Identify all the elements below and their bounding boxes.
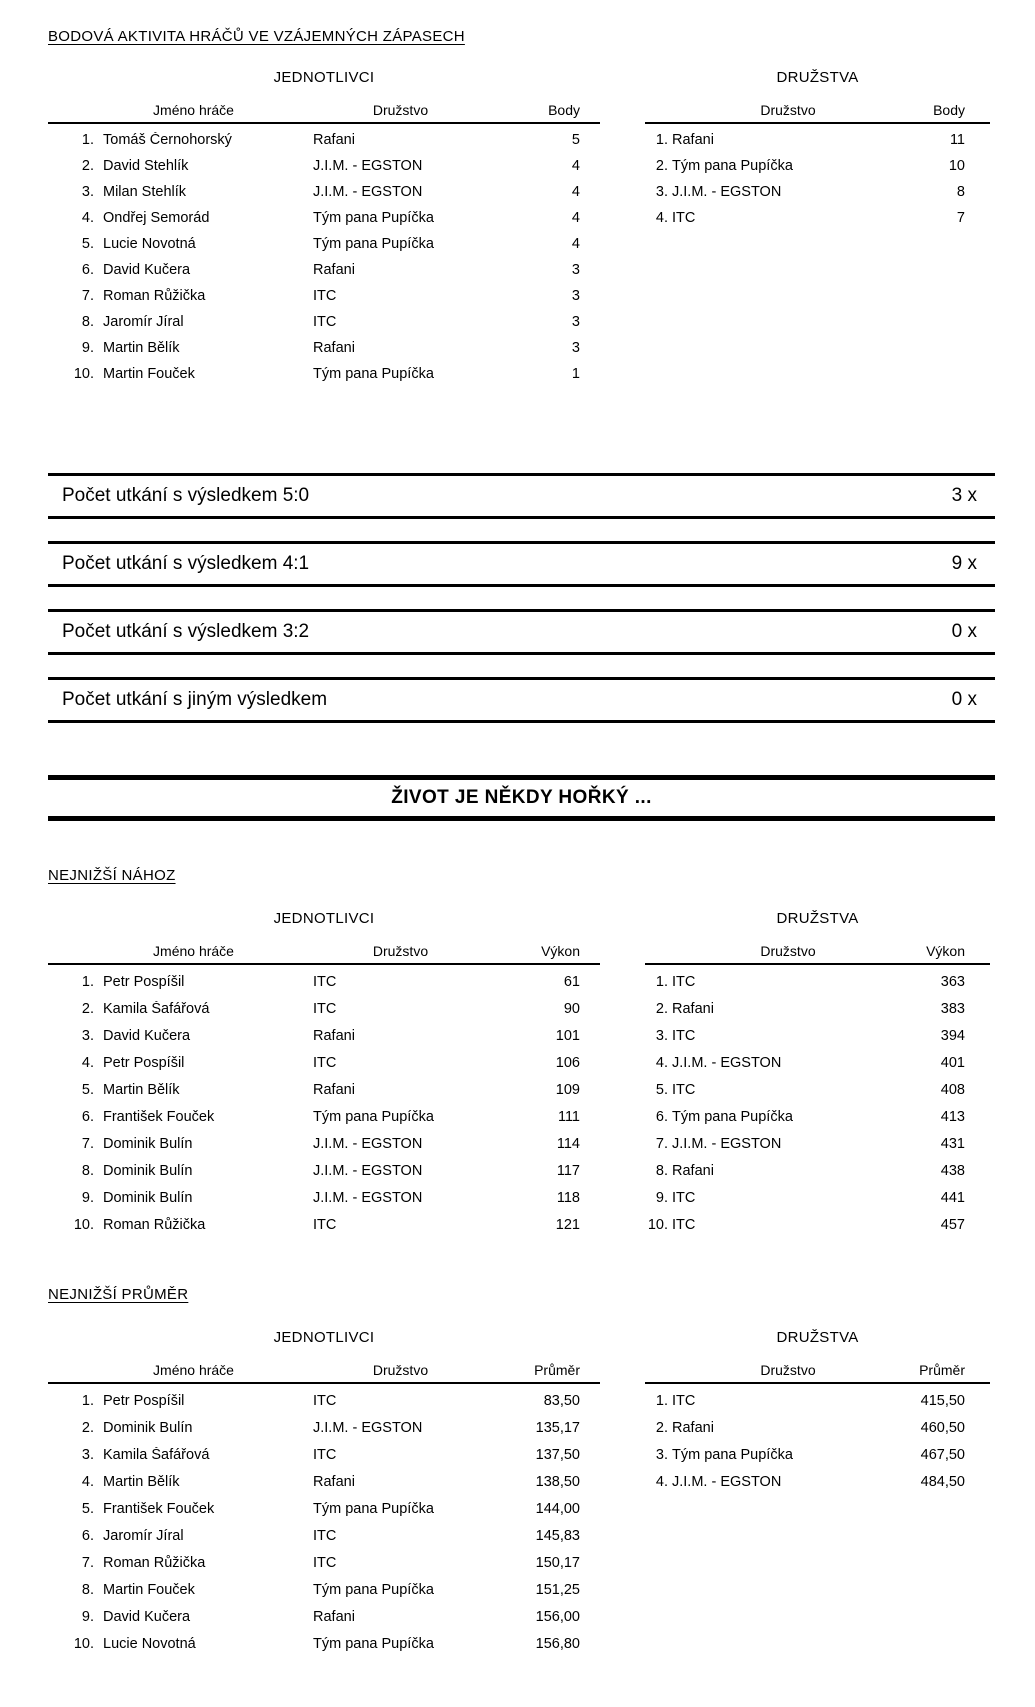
cell-team: J.I.M. - EGSTON [672, 1054, 782, 1071]
cell-name: David Stehlík [103, 158, 189, 174]
table-row [48, 968, 600, 995]
table-row [48, 1103, 600, 1130]
column-header-team: Družstvo [760, 1362, 816, 1378]
cell-rank: 5. [81, 1500, 94, 1517]
cell-rank: 7. [655, 1135, 668, 1152]
cell-name: Jaromír Jíral [103, 1527, 184, 1544]
cell-name: František Fouček [103, 1108, 215, 1125]
result-count-value: 0 x [951, 621, 977, 642]
cell-value: 138,50 [535, 1473, 580, 1490]
table-row [48, 1522, 600, 1549]
table-row [48, 1441, 600, 1468]
table-row [48, 1130, 600, 1157]
cell-value: 144,00 [535, 1500, 580, 1517]
points-individuals-table [48, 124, 600, 387]
cell-value: 121 [555, 1216, 580, 1233]
cell-value: 8 [956, 184, 965, 200]
table-row [48, 127, 600, 153]
lowest-throw-teams-table [645, 965, 990, 1238]
cell-rank: 7. [81, 1135, 94, 1152]
column-header-team: Družstvo [372, 1362, 429, 1378]
cell-name: Lucie Novotná [103, 236, 196, 252]
table-row [48, 1603, 600, 1630]
column-header-player-name: Jméno hráče [153, 102, 234, 118]
result-count-value: 9 x [951, 553, 977, 574]
cell-rank: 10. [73, 1635, 94, 1652]
table-row [48, 1157, 600, 1184]
cell-value: 415,50 [920, 1392, 965, 1409]
cell-value: 135,17 [535, 1419, 580, 1436]
lowest-average-teams-table [645, 1384, 990, 1495]
table-row [645, 1184, 990, 1211]
lowest-throw-individuals-column [48, 910, 600, 1238]
result-count-label: Počet utkání s výsledkem 5:0 [62, 485, 310, 506]
table-header-row [645, 102, 990, 124]
table-header-row [645, 943, 990, 965]
table-row [48, 361, 600, 387]
cell-team: J.I.M. - EGSTON [313, 1162, 423, 1179]
column-header-points: Body [548, 102, 580, 118]
table-row [645, 179, 990, 205]
cell-team: ITC [672, 1189, 696, 1206]
table-row [48, 1184, 600, 1211]
cell-team: ITC [313, 1392, 337, 1409]
lowest-throw-teams-column [645, 910, 990, 1238]
cell-name: David Kučera [103, 1027, 191, 1044]
cell-team: ITC [313, 1216, 337, 1233]
cell-rank: 1. [655, 1392, 668, 1409]
cell-team: Tým pana Pupíčka [672, 1108, 793, 1125]
cell-name: David Kučera [103, 1608, 191, 1625]
cell-value: 90 [563, 1000, 580, 1017]
table-row [645, 1022, 990, 1049]
column-header-team: Družstvo [372, 943, 429, 959]
table-row [645, 153, 990, 179]
cell-rank: 3. [655, 1446, 668, 1463]
lowest-average-heading: NEJNIŽŠÍ PRŮMĚR [48, 1286, 189, 1303]
cell-rank: 9. [81, 1189, 94, 1206]
cell-value: 4 [571, 158, 580, 174]
result-count-row-5-0 [48, 473, 995, 519]
teams-subtitle: DRUŽSTVA [776, 69, 859, 86]
cell-rank: 3. [81, 184, 94, 200]
cell-rank: 2. [655, 1419, 668, 1436]
column-header-performance: Výkon [926, 943, 965, 959]
cell-value: 151,25 [535, 1581, 580, 1598]
cell-value: 383 [940, 1000, 965, 1017]
cell-team: ITC [672, 1081, 696, 1098]
cell-team: ITC [313, 288, 337, 304]
cell-rank: 4. [81, 1473, 94, 1490]
cell-value: 394 [940, 1027, 965, 1044]
cell-value: 408 [940, 1081, 965, 1098]
section-banner [48, 775, 995, 821]
cell-value: 106 [555, 1054, 580, 1071]
table-header-row [48, 943, 600, 965]
cell-value: 83,50 [543, 1392, 580, 1409]
table-row [48, 283, 600, 309]
table-row [645, 1468, 990, 1495]
cell-team: Rafani [672, 1000, 714, 1017]
cell-rank: 1. [81, 973, 94, 990]
cell-rank: 7. [81, 288, 94, 304]
cell-value: 4 [571, 210, 580, 226]
cell-team: ITC [672, 973, 696, 990]
table-row [645, 1049, 990, 1076]
cell-name: Dominik Bulín [103, 1189, 193, 1206]
column-header-average: Průměr [534, 1362, 580, 1378]
cell-rank: 7. [81, 1554, 94, 1571]
cell-team: J.I.M. - EGSTON [313, 1135, 423, 1152]
cell-rank: 2. [655, 158, 668, 174]
table-row [48, 1022, 600, 1049]
cell-team: Tým pana Pupíčka [672, 158, 793, 174]
cell-team: ITC [313, 1446, 337, 1463]
cell-team: ITC [313, 1000, 337, 1017]
table-row [645, 1414, 990, 1441]
cell-value: 156,00 [535, 1608, 580, 1625]
cell-team: ITC [672, 210, 696, 226]
cell-rank: 3. [655, 1027, 668, 1044]
cell-team: ITC [313, 1554, 337, 1571]
points-teams-table [645, 124, 990, 231]
lowest-average-section [48, 1329, 1035, 1657]
lowest-average-teams-column [645, 1329, 990, 1495]
cell-rank: 5. [81, 1081, 94, 1098]
result-count-row-3-2 [48, 609, 995, 655]
cell-value: 1 [571, 366, 580, 382]
cell-name: Martin Fouček [103, 366, 195, 382]
points-activity-section [48, 69, 1035, 387]
individuals-subtitle: JEDNOTLIVCI [273, 1329, 375, 1346]
cell-name: Roman Růžička [103, 1216, 206, 1233]
column-header-team: Družstvo [372, 102, 429, 118]
column-header-points: Body [933, 102, 965, 118]
cell-rank: 4. [655, 1473, 668, 1490]
cell-rank: 2. [81, 1419, 94, 1436]
table-row [645, 1441, 990, 1468]
table-row [48, 1211, 600, 1238]
table-row [48, 179, 600, 205]
table-row [645, 1076, 990, 1103]
cell-name: Roman Růžička [103, 1554, 206, 1571]
cell-rank: 4. [81, 1054, 94, 1071]
cell-rank: 6. [81, 1108, 94, 1125]
cell-team: ITC [313, 1054, 337, 1071]
cell-name: Martin Bělík [103, 1473, 180, 1490]
table-row [48, 1049, 600, 1076]
result-count-row-other [48, 677, 995, 723]
result-count-label: Počet utkání s jiným výsledkem [62, 689, 328, 710]
column-header-team: Družstvo [760, 943, 816, 959]
table-row [48, 205, 600, 231]
cell-team: ITC [313, 314, 337, 330]
cell-team: Tým pana Pupíčka [313, 1581, 434, 1598]
cell-rank: 6. [81, 1527, 94, 1544]
cell-team: J.I.M. - EGSTON [313, 158, 423, 174]
cell-team: J.I.M. - EGSTON [313, 1419, 423, 1436]
cell-team: ITC [672, 1392, 696, 1409]
table-row [48, 1414, 600, 1441]
cell-name: Petr Pospíšil [103, 973, 185, 990]
cell-value: 413 [940, 1108, 965, 1125]
cell-team: J.I.M. - EGSTON [672, 184, 782, 200]
cell-name: Kamila Šafářová [103, 1000, 210, 1017]
cell-team: Tým pana Pupíčka [313, 210, 434, 226]
table-row [48, 1549, 600, 1576]
cell-team: Rafani [313, 262, 355, 278]
cell-value: 484,50 [920, 1473, 965, 1490]
cell-rank: 6. [655, 1108, 668, 1125]
cell-name: František Fouček [103, 1500, 215, 1517]
table-row [645, 1387, 990, 1414]
cell-team: Rafani [313, 132, 355, 148]
cell-value: 5 [571, 132, 580, 148]
table-header-row [48, 102, 600, 124]
cell-name: Kamila Šafářová [103, 1446, 210, 1463]
cell-team: Rafani [313, 1608, 355, 1625]
cell-name: Martin Fouček [103, 1581, 195, 1598]
lowest-average-individuals-column [48, 1329, 600, 1657]
result-count-label: Počet utkání s výsledkem 4:1 [62, 553, 310, 574]
cell-value: 156,80 [535, 1635, 580, 1652]
cell-team: Rafani [313, 340, 355, 356]
individuals-subtitle: JEDNOTLIVCI [273, 910, 375, 927]
table-row [48, 335, 600, 361]
cell-rank: 8. [81, 314, 94, 330]
table-row [48, 309, 600, 335]
column-header-player-name: Jméno hráče [153, 943, 234, 959]
cell-name: Petr Pospíšil [103, 1054, 185, 1071]
cell-name: Martin Bělík [103, 1081, 180, 1098]
cell-team: Tým pana Pupíčka [672, 1446, 793, 1463]
cell-name: Dominik Bulín [103, 1419, 193, 1436]
cell-team: J.I.M. - EGSTON [313, 1189, 423, 1206]
cell-team: Tým pana Pupíčka [313, 1108, 434, 1125]
cell-rank: 3. [655, 184, 668, 200]
cell-team: Tým pana Pupíčka [313, 1635, 434, 1652]
cell-team: J.I.M. - EGSTON [672, 1473, 782, 1490]
cell-value: 3 [571, 314, 580, 330]
cell-rank: 10. [73, 366, 94, 382]
cell-rank: 10. [647, 1216, 668, 1233]
cell-value: 109 [555, 1081, 580, 1098]
table-row [48, 1495, 600, 1522]
page-title: BODOVÁ AKTIVITA HRÁČŮ VE VZÁJEMNÝCH ZÁPASECH [48, 28, 465, 45]
cell-team: Rafani [672, 132, 714, 148]
cell-rank: 6. [81, 262, 94, 278]
table-row [645, 1130, 990, 1157]
cell-value: 145,83 [535, 1527, 580, 1544]
cell-team: Rafani [313, 1081, 355, 1098]
cell-value: 467,50 [920, 1446, 965, 1463]
column-header-average: Průměr [919, 1362, 965, 1378]
cell-team: Tým pana Pupíčka [313, 1500, 434, 1517]
column-header-team: Družstvo [760, 102, 816, 118]
cell-value: 457 [940, 1216, 965, 1233]
table-row [645, 205, 990, 231]
cell-value: 363 [940, 973, 965, 990]
cell-name: Lucie Novotná [103, 1635, 196, 1652]
lowest-throw-section [48, 910, 1035, 1238]
cell-name: Petr Pospíšil [103, 1392, 185, 1409]
cell-rank: 4. [655, 210, 668, 226]
lowest-throw-heading: NEJNIŽŠÍ NÁHOZ [48, 867, 176, 884]
cell-name: Dominik Bulín [103, 1135, 193, 1152]
cell-rank: 8. [655, 1162, 668, 1179]
column-header-player-name: Jméno hráče [153, 1362, 234, 1378]
cell-team: Rafani [313, 1027, 355, 1044]
cell-team: ITC [672, 1216, 696, 1233]
cell-team: Tým pana Pupíčka [313, 366, 434, 382]
result-count-value: 3 x [951, 485, 977, 506]
lowest-average-individuals-table [48, 1384, 600, 1657]
cell-value: 150,17 [535, 1554, 580, 1571]
cell-rank: 2. [81, 158, 94, 174]
cell-team: Rafani [313, 1473, 355, 1490]
cell-rank: 2. [81, 1000, 94, 1017]
cell-rank: 4. [81, 210, 94, 226]
cell-value: 431 [940, 1135, 965, 1152]
cell-rank: 1. [655, 973, 668, 990]
cell-rank: 9. [81, 340, 94, 356]
cell-rank: 4. [655, 1054, 668, 1071]
result-count-value: 0 x [951, 689, 977, 710]
result-count-label: Počet utkání s výsledkem 3:2 [62, 621, 310, 642]
individuals-subtitle: JEDNOTLIVCI [273, 69, 375, 86]
table-row [48, 1387, 600, 1414]
cell-value: 4 [571, 184, 580, 200]
cell-name: Milan Stehlík [103, 184, 187, 200]
cell-rank: 5. [81, 236, 94, 252]
points-individuals-column [48, 69, 600, 387]
cell-value: 10 [948, 158, 965, 174]
cell-team: J.I.M. - EGSTON [313, 184, 423, 200]
cell-name: Tomáš Černohorský [103, 132, 232, 148]
cell-rank: 1. [81, 1392, 94, 1409]
cell-value: 101 [555, 1027, 580, 1044]
result-count-bars [48, 473, 995, 723]
cell-rank: 1. [81, 132, 94, 148]
cell-team: Tým pana Pupíčka [313, 236, 434, 252]
cell-rank: 2. [655, 1000, 668, 1017]
teams-subtitle: DRUŽSTVA [776, 1329, 859, 1346]
cell-rank: 8. [81, 1162, 94, 1179]
cell-rank: 9. [655, 1189, 668, 1206]
cell-value: 7 [956, 210, 965, 226]
cell-value: 111 [557, 1108, 580, 1125]
table-row [645, 1103, 990, 1130]
cell-value: 401 [940, 1054, 965, 1071]
banner-text: ŽIVOT JE NĚKDY HOŘKÝ ... [391, 787, 652, 808]
table-row [48, 1576, 600, 1603]
cell-value: 3 [571, 288, 580, 304]
cell-value: 3 [571, 262, 580, 278]
lowest-throw-individuals-table [48, 965, 600, 1238]
table-row [48, 231, 600, 257]
cell-value: 3 [571, 340, 580, 356]
cell-value: 118 [556, 1189, 580, 1206]
cell-team: ITC [672, 1027, 696, 1044]
cell-team: J.I.M. - EGSTON [672, 1135, 782, 1152]
cell-value: 114 [556, 1135, 580, 1152]
cell-rank: 10. [73, 1216, 94, 1233]
table-row [48, 257, 600, 283]
table-row [48, 1468, 600, 1495]
cell-value: 117 [556, 1162, 580, 1179]
table-row [645, 995, 990, 1022]
table-row [48, 995, 600, 1022]
cell-rank: 3. [81, 1027, 94, 1044]
cell-value: 460,50 [920, 1419, 965, 1436]
table-row [48, 153, 600, 179]
cell-name: Martin Bělík [103, 340, 180, 356]
cell-rank: 3. [81, 1446, 94, 1463]
cell-name: Dominik Bulín [103, 1162, 193, 1179]
result-count-row-4-1 [48, 541, 995, 587]
cell-rank: 9. [81, 1608, 94, 1625]
table-row [645, 1157, 990, 1184]
table-row [48, 1630, 600, 1657]
cell-value: 4 [571, 236, 580, 252]
cell-name: Roman Růžička [103, 288, 206, 304]
table-row [645, 1211, 990, 1238]
cell-rank: 8. [81, 1581, 94, 1598]
teams-subtitle: DRUŽSTVA [776, 910, 859, 927]
cell-name: Ondřej Semorád [103, 210, 210, 226]
cell-name: Jaromír Jíral [103, 314, 184, 330]
cell-rank: 1. [655, 132, 668, 148]
table-row [48, 1076, 600, 1103]
cell-value: 438 [940, 1162, 965, 1179]
cell-rank: 5. [655, 1081, 668, 1098]
table-header-row [645, 1362, 990, 1384]
cell-team: Rafani [672, 1162, 714, 1179]
cell-team: Rafani [672, 1419, 714, 1436]
cell-value: 61 [563, 973, 580, 990]
cell-value: 441 [940, 1189, 965, 1206]
cell-value: 137,50 [535, 1446, 580, 1463]
table-row [645, 968, 990, 995]
cell-value: 11 [949, 132, 965, 148]
column-header-performance: Výkon [541, 943, 580, 959]
points-teams-column [645, 69, 990, 231]
cell-team: ITC [313, 973, 337, 990]
table-row [645, 127, 990, 153]
cell-name: David Kučera [103, 262, 191, 278]
cell-team: ITC [313, 1527, 337, 1544]
table-header-row [48, 1362, 600, 1384]
